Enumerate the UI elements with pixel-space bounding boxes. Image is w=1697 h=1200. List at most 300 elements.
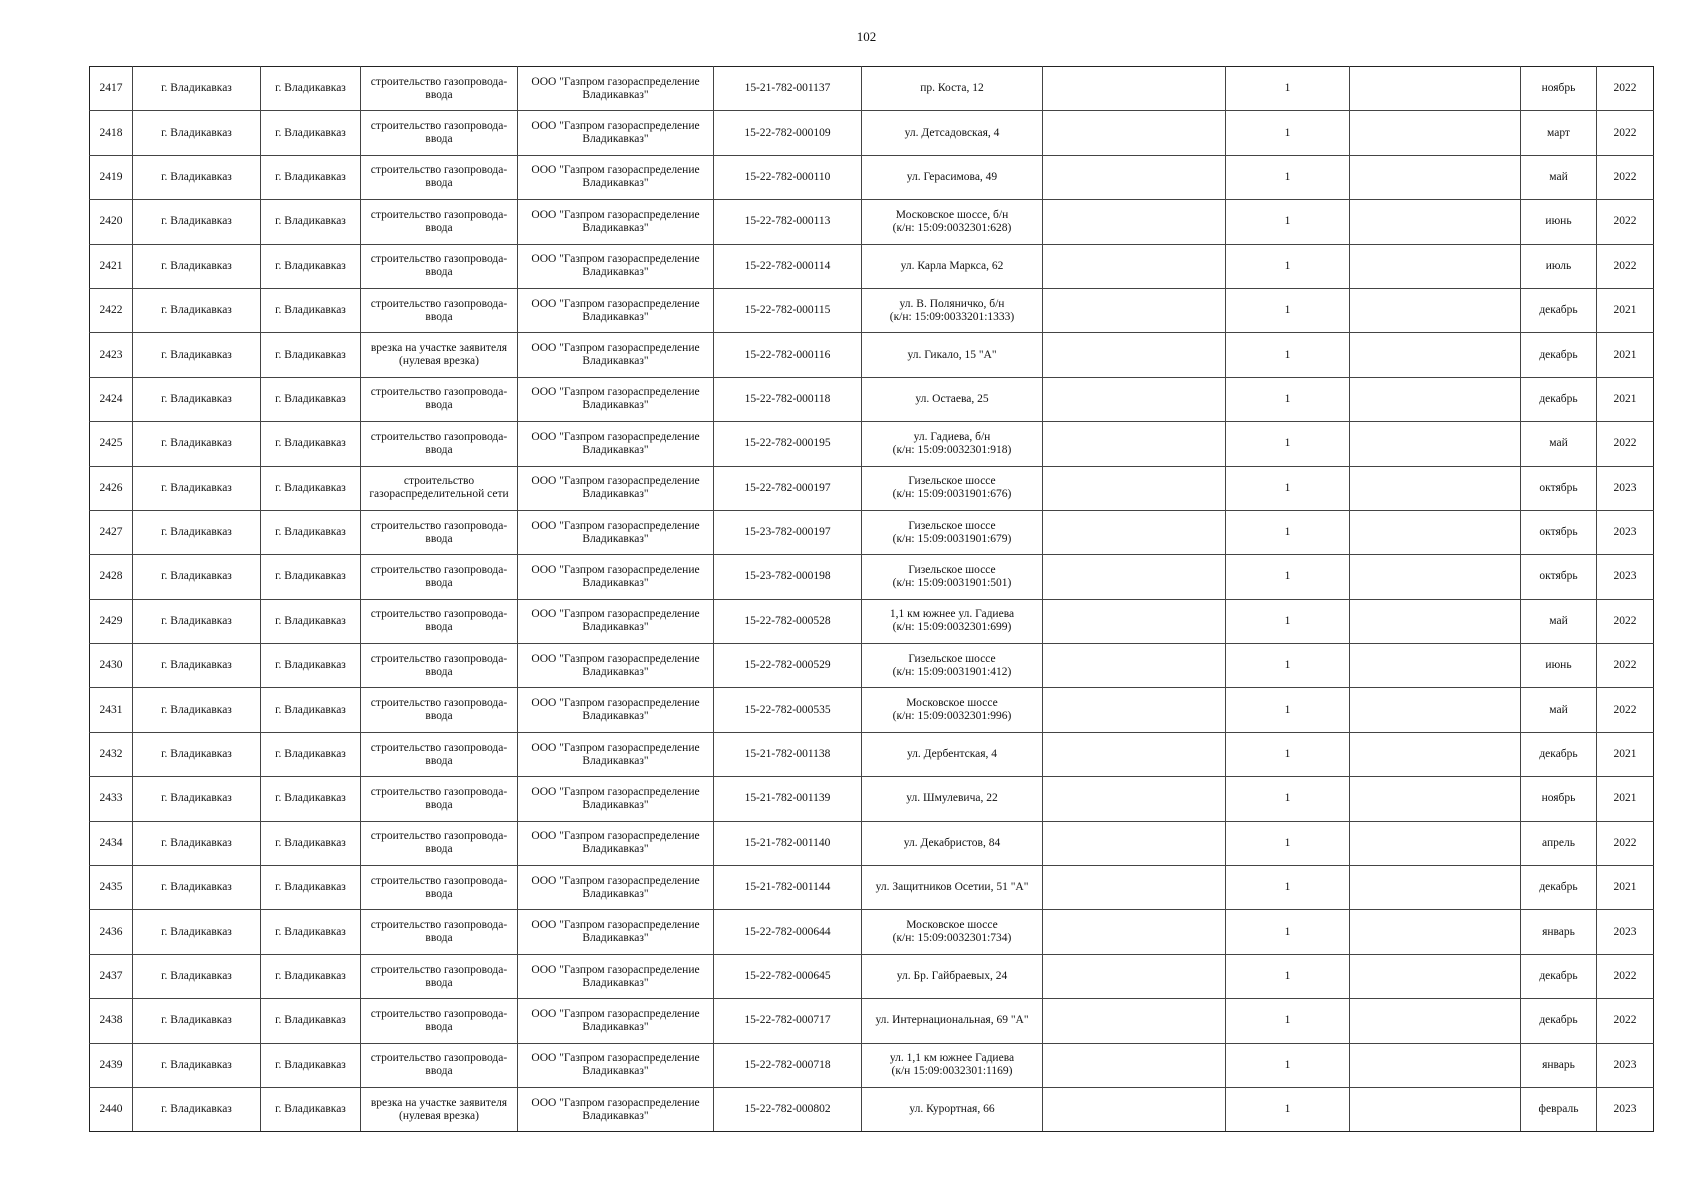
cell-organization — [518, 910, 714, 954]
cell-municipality: г. Владикавказ — [133, 732, 261, 776]
cell-work-type — [361, 821, 518, 865]
cell-address-line: (к/н: 15:09:0031901:676) — [892, 488, 1012, 501]
cell-year: 2022 — [1597, 954, 1654, 998]
cell-quantity: 1 — [1226, 200, 1350, 244]
table-row — [90, 954, 1654, 998]
cell-work-type-line: ввода — [425, 1065, 453, 1078]
cell-empty — [1043, 644, 1226, 688]
cell-quantity: 1 — [1226, 155, 1350, 199]
cell-address — [862, 866, 1043, 910]
cell-settlement: г. Владикавказ — [261, 200, 361, 244]
cell-application-code: 15-22-782-000116 — [714, 333, 862, 377]
cell-organization — [518, 821, 714, 865]
cell-quantity: 1 — [1226, 866, 1350, 910]
cell-organization-line: Владикавказ" — [582, 843, 649, 856]
cell-municipality: г. Владикавказ — [133, 67, 261, 111]
records-table — [89, 66, 1654, 1132]
cell-work-type-line: ввода — [425, 532, 453, 545]
cell-work-type — [361, 466, 518, 510]
cell-address-line: ул. Дербентская, 4 — [906, 748, 998, 761]
cell-work-type-line: строительство газопровода- — [370, 563, 508, 576]
cell-work-type — [361, 200, 518, 244]
cell-empty — [1350, 777, 1521, 821]
cell-year: 2021 — [1597, 288, 1654, 332]
cell-settlement: г. Владикавказ — [261, 111, 361, 155]
cell-row-number: 2437 — [90, 954, 133, 998]
cell-settlement: г. Владикавказ — [261, 910, 361, 954]
cell-application-code: 15-22-782-000118 — [714, 377, 862, 421]
cell-municipality: г. Владикавказ — [133, 1087, 261, 1131]
cell-address — [862, 244, 1043, 288]
cell-address-line: (к/н: 15:09:0032301:996) — [892, 710, 1012, 723]
cell-address-line: ул. Герасимова, 49 — [906, 170, 998, 183]
cell-work-type — [361, 288, 518, 332]
cell-application-code: 15-22-782-000528 — [714, 599, 862, 643]
cell-organization-line: Владикавказ" — [582, 532, 649, 545]
cell-month: май — [1521, 422, 1597, 466]
cell-row-number: 2431 — [90, 688, 133, 732]
cell-municipality: г. Владикавказ — [133, 910, 261, 954]
cell-month: июль — [1521, 244, 1597, 288]
cell-quantity: 1 — [1226, 510, 1350, 554]
cell-organization — [518, 1043, 714, 1087]
table-row — [90, 377, 1654, 421]
cell-row-number: 2421 — [90, 244, 133, 288]
cell-year: 2022 — [1597, 644, 1654, 688]
cell-municipality: г. Владикавказ — [133, 866, 261, 910]
cell-organization — [518, 422, 714, 466]
cell-settlement: г. Владикавказ — [261, 510, 361, 554]
cell-organization-line: Владикавказ" — [582, 1109, 649, 1122]
cell-work-type — [361, 422, 518, 466]
cell-month: июнь — [1521, 200, 1597, 244]
cell-organization — [518, 377, 714, 421]
cell-address — [862, 821, 1043, 865]
cell-empty — [1350, 155, 1521, 199]
cell-address — [862, 200, 1043, 244]
cell-quantity: 1 — [1226, 244, 1350, 288]
cell-quantity: 1 — [1226, 111, 1350, 155]
cell-address-line: (к/н: 15:09:0031901:679) — [892, 532, 1012, 545]
cell-row-number: 2424 — [90, 377, 133, 421]
table-row — [90, 866, 1654, 910]
cell-year: 2022 — [1597, 200, 1654, 244]
cell-settlement: г. Владикавказ — [261, 866, 361, 910]
cell-organization-line: ООО "Газпром газораспределение — [531, 1052, 700, 1065]
cell-work-type-line: ввода — [425, 1020, 453, 1033]
cell-address-line: 1,1 км южнее ул. Гадиева — [889, 608, 1015, 621]
cell-work-type-line: ввода — [425, 976, 453, 989]
cell-application-code: 15-22-782-000718 — [714, 1043, 862, 1087]
cell-address-line: (к/н: 15:09:0032301:699) — [892, 621, 1012, 634]
cell-empty — [1043, 555, 1226, 599]
table-row — [90, 1043, 1654, 1087]
cell-month: май — [1521, 688, 1597, 732]
cell-address-line: (к/н: 15:09:0032301:734) — [892, 932, 1012, 945]
cell-address — [862, 1087, 1043, 1131]
cell-work-type — [361, 67, 518, 111]
cell-address-line: ул. Интернациональная, 69 "А" — [875, 1014, 1029, 1027]
cell-address-line: (к/н: 15:09:0032301:628) — [892, 221, 1012, 234]
cell-month: февраль — [1521, 1087, 1597, 1131]
cell-work-type — [361, 688, 518, 732]
cell-work-type — [361, 555, 518, 599]
table-row — [90, 111, 1654, 155]
cell-work-type — [361, 910, 518, 954]
cell-address-line: ул. Карла Маркса, 62 — [900, 259, 1004, 272]
cell-empty — [1043, 288, 1226, 332]
cell-organization-line: Владикавказ" — [582, 621, 649, 634]
cell-empty — [1350, 1087, 1521, 1131]
cell-empty — [1043, 155, 1226, 199]
cell-address-line: Московское шоссе, б/н — [895, 208, 1009, 221]
cell-quantity: 1 — [1226, 821, 1350, 865]
cell-organization-line: ООО "Газпром газораспределение — [531, 741, 700, 754]
cell-quantity: 1 — [1226, 644, 1350, 688]
cell-address — [862, 910, 1043, 954]
cell-organization — [518, 732, 714, 776]
cell-month: декабрь — [1521, 732, 1597, 776]
table-row — [90, 244, 1654, 288]
cell-row-number: 2434 — [90, 821, 133, 865]
cell-municipality: г. Владикавказ — [133, 244, 261, 288]
cell-work-type — [361, 111, 518, 155]
cell-settlement: г. Владикавказ — [261, 244, 361, 288]
cell-organization-line: Владикавказ" — [582, 1020, 649, 1033]
cell-month: октябрь — [1521, 510, 1597, 554]
cell-empty — [1350, 466, 1521, 510]
cell-work-type-line: ввода — [425, 576, 453, 589]
table-row — [90, 422, 1654, 466]
cell-organization-line: Владикавказ" — [582, 1065, 649, 1078]
cell-organization-line: ООО "Газпром газораспределение — [531, 563, 700, 576]
cell-work-type-line: строительство газопровода- — [370, 608, 508, 621]
table-row — [90, 821, 1654, 865]
table-row — [90, 155, 1654, 199]
cell-year: 2021 — [1597, 866, 1654, 910]
cell-month: октябрь — [1521, 555, 1597, 599]
cell-application-code: 15-22-782-000115 — [714, 288, 862, 332]
cell-work-type-line: ввода — [425, 177, 453, 190]
cell-organization — [518, 510, 714, 554]
cell-empty — [1043, 111, 1226, 155]
cell-organization-line: Владикавказ" — [582, 88, 649, 101]
cell-application-code: 15-22-782-000717 — [714, 999, 862, 1043]
cell-row-number: 2427 — [90, 510, 133, 554]
cell-organization-line: ООО "Газпром газораспределение — [531, 608, 700, 621]
cell-empty — [1350, 999, 1521, 1043]
cell-organization-line: Владикавказ" — [582, 754, 649, 767]
cell-organization-line: ООО "Газпром газораспределение — [531, 919, 700, 932]
cell-organization — [518, 777, 714, 821]
cell-work-type-line: ввода — [425, 221, 453, 234]
cell-year: 2022 — [1597, 999, 1654, 1043]
cell-work-type — [361, 1087, 518, 1131]
cell-row-number: 2433 — [90, 777, 133, 821]
cell-empty — [1043, 954, 1226, 998]
cell-organization — [518, 288, 714, 332]
cell-application-code: 15-21-782-001140 — [714, 821, 862, 865]
cell-work-type — [361, 510, 518, 554]
cell-row-number: 2423 — [90, 333, 133, 377]
cell-work-type-line: ввода — [425, 310, 453, 323]
cell-settlement: г. Владикавказ — [261, 67, 361, 111]
cell-work-type-line: строительство газопровода- — [370, 830, 508, 843]
cell-work-type-line: ввода — [425, 621, 453, 634]
cell-application-code: 15-21-782-001144 — [714, 866, 862, 910]
cell-empty — [1043, 422, 1226, 466]
cell-address-line: пр. Коста, 12 — [920, 82, 984, 95]
cell-year: 2023 — [1597, 466, 1654, 510]
cell-address — [862, 466, 1043, 510]
cell-address — [862, 155, 1043, 199]
cell-settlement: г. Владикавказ — [261, 377, 361, 421]
cell-quantity: 1 — [1226, 466, 1350, 510]
cell-organization-line: Владикавказ" — [582, 932, 649, 945]
cell-municipality: г. Владикавказ — [133, 422, 261, 466]
cell-settlement: г. Владикавказ — [261, 644, 361, 688]
cell-application-code: 15-23-782-000198 — [714, 555, 862, 599]
cell-year: 2021 — [1597, 777, 1654, 821]
cell-empty — [1350, 644, 1521, 688]
cell-address-line: Гизельское шоссе — [908, 519, 996, 532]
cell-month: ноябрь — [1521, 67, 1597, 111]
cell-municipality: г. Владикавказ — [133, 466, 261, 510]
cell-work-type-line: ввода — [425, 798, 453, 811]
cell-address-line: ул. Шмулевича, 22 — [906, 792, 998, 805]
cell-year: 2022 — [1597, 422, 1654, 466]
cell-address-line: (к/н: 15:09:0033201:1333) — [889, 310, 1015, 323]
cell-quantity: 1 — [1226, 422, 1350, 466]
cell-row-number: 2438 — [90, 999, 133, 1043]
cell-empty — [1043, 1043, 1226, 1087]
cell-work-type-line: ввода — [425, 710, 453, 723]
cell-empty — [1043, 910, 1226, 954]
cell-organization-line: ООО "Газпром газораспределение — [531, 253, 700, 266]
cell-quantity: 1 — [1226, 999, 1350, 1043]
table-row — [90, 510, 1654, 554]
cell-empty — [1350, 333, 1521, 377]
cell-month: декабрь — [1521, 999, 1597, 1043]
cell-organization-line: Владикавказ" — [582, 443, 649, 456]
cell-year: 2021 — [1597, 333, 1654, 377]
cell-month: май — [1521, 155, 1597, 199]
cell-address — [862, 422, 1043, 466]
cell-organization-line: ООО "Газпром газораспределение — [531, 164, 700, 177]
cell-organization-line: ООО "Газпром газораспределение — [531, 830, 700, 843]
cell-address-line: ул. 1,1 км южнее Гадиева — [889, 1052, 1015, 1065]
cell-work-type — [361, 244, 518, 288]
cell-municipality: г. Владикавказ — [133, 954, 261, 998]
cell-empty — [1043, 244, 1226, 288]
cell-municipality: г. Владикавказ — [133, 999, 261, 1043]
cell-empty — [1043, 866, 1226, 910]
cell-empty — [1350, 599, 1521, 643]
cell-year: 2022 — [1597, 821, 1654, 865]
cell-work-type-line: ввода — [425, 133, 453, 146]
cell-organization-line: ООО "Газпром газораспределение — [531, 120, 700, 133]
cell-application-code: 15-22-782-000529 — [714, 644, 862, 688]
cell-application-code: 15-22-782-000802 — [714, 1087, 862, 1131]
cell-month: апрель — [1521, 821, 1597, 865]
cell-work-type-line: врезка на участке заявителя — [370, 1096, 508, 1109]
cell-organization-line: ООО "Газпром газораспределение — [531, 75, 700, 88]
cell-address-line: (к/н 15:09:0032301:1169) — [891, 1065, 1013, 1078]
cell-work-type-line: (нулевая врезка) — [399, 1109, 479, 1122]
cell-row-number: 2418 — [90, 111, 133, 155]
cell-work-type-line: строительство газопровода- — [370, 253, 508, 266]
cell-month: декабрь — [1521, 866, 1597, 910]
cell-municipality: г. Владикавказ — [133, 1043, 261, 1087]
cell-address-line: (к/н: 15:09:0031901:501) — [892, 576, 1012, 589]
cell-organization-line: Владикавказ" — [582, 665, 649, 678]
cell-year: 2022 — [1597, 155, 1654, 199]
cell-row-number: 2440 — [90, 1087, 133, 1131]
cell-municipality: г. Владикавказ — [133, 777, 261, 821]
cell-month: декабрь — [1521, 288, 1597, 332]
cell-work-type-line: (нулевая врезка) — [399, 355, 479, 368]
cell-year: 2023 — [1597, 510, 1654, 554]
cell-municipality: г. Владикавказ — [133, 510, 261, 554]
cell-organization-line: Владикавказ" — [582, 133, 649, 146]
cell-settlement: г. Владикавказ — [261, 466, 361, 510]
cell-year: 2023 — [1597, 1043, 1654, 1087]
cell-work-type — [361, 777, 518, 821]
cell-empty — [1350, 866, 1521, 910]
cell-month: январь — [1521, 910, 1597, 954]
cell-month: март — [1521, 111, 1597, 155]
cell-organization-line: ООО "Газпром газораспределение — [531, 1007, 700, 1020]
cell-address — [862, 777, 1043, 821]
cell-address — [862, 688, 1043, 732]
cell-work-type-line: ввода — [425, 443, 453, 456]
cell-address-line: ул. Бр. Гайбраевых, 24 — [896, 970, 1008, 982]
cell-row-number: 2436 — [90, 910, 133, 954]
cell-organization-line: ООО "Газпром газораспределение — [531, 208, 700, 221]
cell-work-type-line: строительство газопровода- — [370, 741, 508, 754]
cell-work-type-line: строительство газопровода- — [370, 1007, 508, 1020]
table-row — [90, 555, 1654, 599]
cell-organization-line: ООО "Газпром газораспределение — [531, 963, 700, 976]
cell-empty — [1043, 200, 1226, 244]
cell-address — [862, 599, 1043, 643]
cell-work-type-line: ввода — [425, 754, 453, 767]
cell-application-code: 15-22-782-000113 — [714, 200, 862, 244]
cell-empty — [1350, 910, 1521, 954]
cell-municipality: г. Владикавказ — [133, 821, 261, 865]
cell-work-type — [361, 954, 518, 998]
table-row — [90, 644, 1654, 688]
cell-organization-line: Владикавказ" — [582, 399, 649, 412]
cell-address — [862, 999, 1043, 1043]
cell-year: 2021 — [1597, 377, 1654, 421]
cell-organization-line: ООО "Газпром газораспределение — [531, 430, 700, 443]
cell-settlement: г. Владикавказ — [261, 954, 361, 998]
cell-quantity: 1 — [1226, 555, 1350, 599]
cell-application-code: 15-22-782-000644 — [714, 910, 862, 954]
cell-address-line: ул. В. Поляничко, б/н — [899, 297, 1005, 310]
cell-empty — [1043, 688, 1226, 732]
cell-organization — [518, 954, 714, 998]
cell-empty — [1350, 288, 1521, 332]
cell-application-code: 15-23-782-000197 — [714, 510, 862, 554]
cell-work-type-line: строительство газопровода- — [370, 652, 508, 665]
cell-empty — [1043, 732, 1226, 776]
cell-organization-line: Владикавказ" — [582, 266, 649, 279]
cell-address — [862, 1043, 1043, 1087]
table-row — [90, 599, 1654, 643]
cell-address — [862, 510, 1043, 554]
cell-month: декабрь — [1521, 377, 1597, 421]
cell-quantity: 1 — [1226, 777, 1350, 821]
cell-work-type-line: строительство газопровода- — [370, 919, 508, 932]
cell-empty — [1350, 200, 1521, 244]
cell-row-number: 2430 — [90, 644, 133, 688]
cell-quantity: 1 — [1226, 954, 1350, 998]
cell-organization-line: Владикавказ" — [582, 488, 649, 501]
cell-work-type — [361, 732, 518, 776]
cell-organization — [518, 999, 714, 1043]
cell-organization-line: ООО "Газпром газораспределение — [531, 519, 700, 532]
cell-month: декабрь — [1521, 333, 1597, 377]
table-row — [90, 466, 1654, 510]
cell-work-type — [361, 644, 518, 688]
cell-address — [862, 288, 1043, 332]
cell-address-line: ул. Гикало, 15 "А" — [907, 348, 997, 361]
table-row — [90, 732, 1654, 776]
cell-organization-line: ООО "Газпром газораспределение — [531, 386, 700, 399]
cell-work-type-line: ввода — [425, 399, 453, 412]
cell-organization — [518, 200, 714, 244]
cell-municipality: г. Владикавказ — [133, 555, 261, 599]
cell-work-type-line: строительство газопровода- — [370, 75, 508, 88]
cell-organization — [518, 466, 714, 510]
cell-application-code: 15-22-782-000535 — [714, 688, 862, 732]
cell-year: 2023 — [1597, 555, 1654, 599]
cell-application-code: 15-22-782-000195 — [714, 422, 862, 466]
cell-municipality: г. Владикавказ — [133, 288, 261, 332]
cell-address-line: ул. Курортная, 66 — [909, 1103, 995, 1116]
cell-row-number: 2417 — [90, 67, 133, 111]
cell-quantity: 1 — [1226, 333, 1350, 377]
cell-row-number: 2429 — [90, 599, 133, 643]
cell-organization-line: Владикавказ" — [582, 887, 649, 900]
cell-row-number: 2425 — [90, 422, 133, 466]
cell-application-code: 15-22-782-000110 — [714, 155, 862, 199]
cell-year: 2023 — [1597, 910, 1654, 954]
cell-work-type-line: строительство газопровода- — [370, 297, 508, 310]
cell-month: декабрь — [1521, 954, 1597, 998]
cell-empty — [1350, 821, 1521, 865]
cell-row-number: 2422 — [90, 288, 133, 332]
cell-address-line: (к/н: 15:09:0031901:412) — [892, 665, 1012, 678]
cell-work-type-line: строительство — [403, 475, 475, 488]
cell-address — [862, 377, 1043, 421]
cell-organization-line: Владикавказ" — [582, 710, 649, 723]
cell-address-line: ул. Гадиева, б/н — [913, 430, 991, 443]
cell-empty — [1043, 510, 1226, 554]
cell-address-line: Гизельское шоссе — [908, 652, 996, 665]
cell-work-type — [361, 866, 518, 910]
cell-empty — [1043, 1087, 1226, 1131]
cell-work-type — [361, 377, 518, 421]
cell-row-number: 2432 — [90, 732, 133, 776]
cell-work-type-line: строительство газопровода- — [370, 963, 508, 976]
cell-application-code: 15-22-782-000645 — [714, 954, 862, 998]
cell-municipality: г. Владикавказ — [133, 333, 261, 377]
cell-organization — [518, 111, 714, 155]
cell-settlement: г. Владикавказ — [261, 599, 361, 643]
